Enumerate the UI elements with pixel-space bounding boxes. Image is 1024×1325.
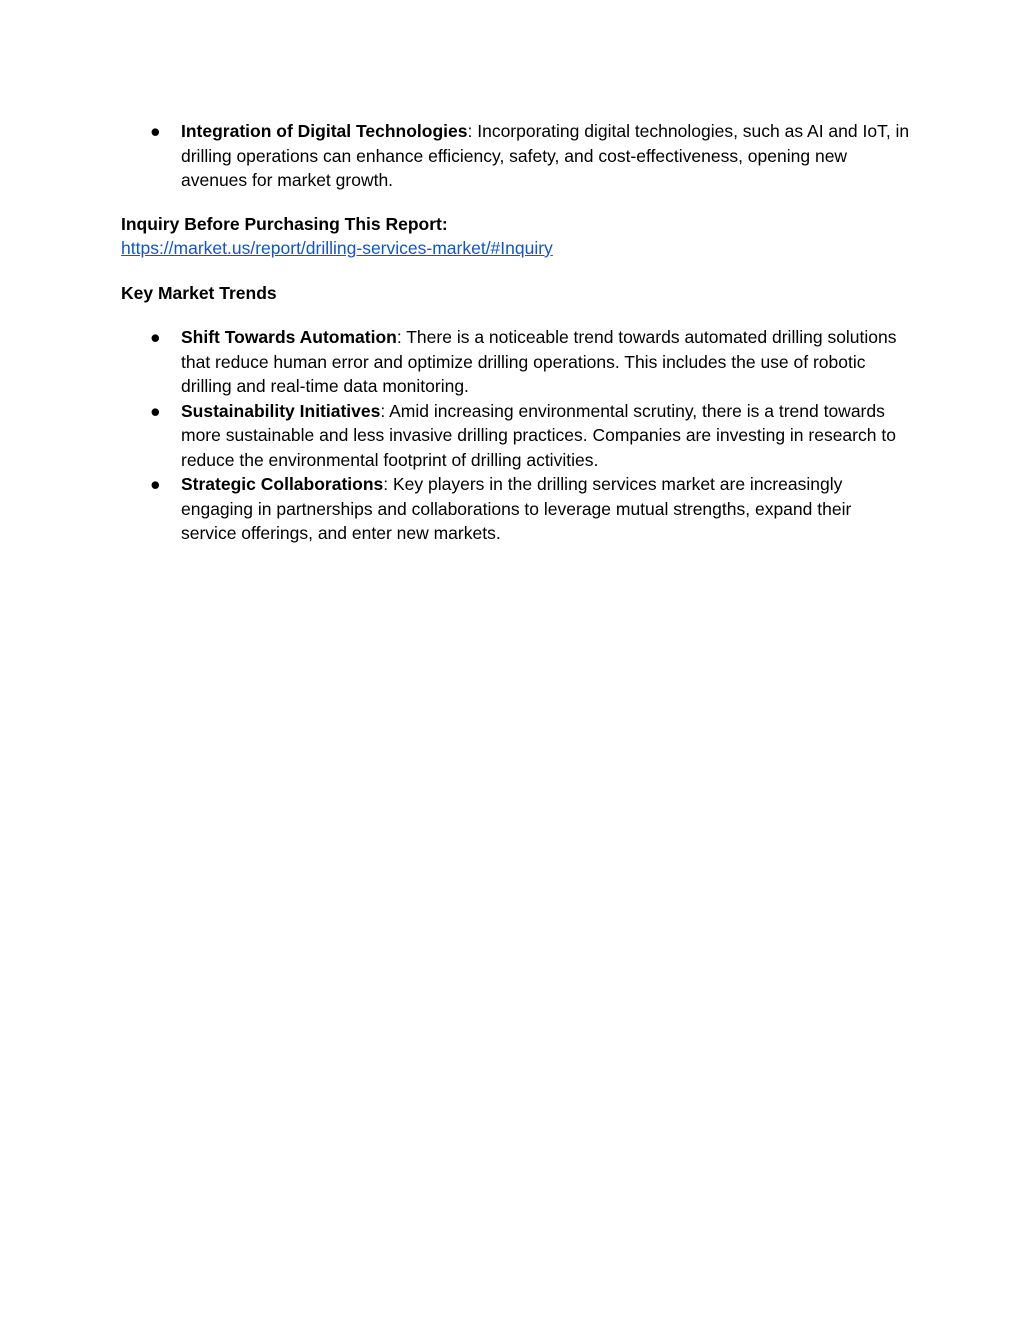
inquiry-link[interactable]: https://market.us/report/drilling-services-market/#Inquiry [121, 238, 553, 258]
digital-tech-list [150, 119, 910, 193]
item-description: : Key players in the drilling services market are increasingly engaging in partnerships and collaborations to leverage mutual strengths, expand their service offerings, and enter new markets. [181, 474, 852, 543]
bullet-icon: ● [150, 121, 161, 141]
item-description: : Amid increasing environmental scrutiny, there is a trend towards more sustainable and less invasive drilling practices. Companies are investing in research to reduce the environmental footprint of drilling activities. [181, 400, 896, 470]
item-description: : Incorporating digital technologies, such as AI and IoT, in drilling operations can enhance efficiency, safety, and cost-effectiveness, opening new avenues for market growth. [181, 121, 910, 190]
inquiry-heading: Inquiry Before Purchasing This Report: [121, 214, 448, 234]
trends-list [150, 325, 910, 546]
bullet-icon: ● [150, 400, 161, 421]
trends-heading: Key Market Trends [121, 283, 277, 303]
list-item [150, 399, 910, 473]
list-item [150, 472, 910, 546]
item-term: Sustainability Initiatives [181, 400, 381, 421]
item-term: Strategic Collaborations [181, 474, 384, 494]
item-term: Shift Towards Automation [181, 327, 397, 347]
bullet-icon: ● [150, 474, 161, 494]
bullet-icon: ● [150, 327, 161, 347]
item-term: Integration of Digital Technologies [181, 121, 468, 141]
list-item [150, 119, 910, 193]
list-item [150, 325, 910, 399]
item-description: : There is a noticeable trend towards automated drilling solutions that reduce human error and optimize drilling operations. This includes the use of robotic drilling and real-time data monitoring. [181, 327, 897, 396]
